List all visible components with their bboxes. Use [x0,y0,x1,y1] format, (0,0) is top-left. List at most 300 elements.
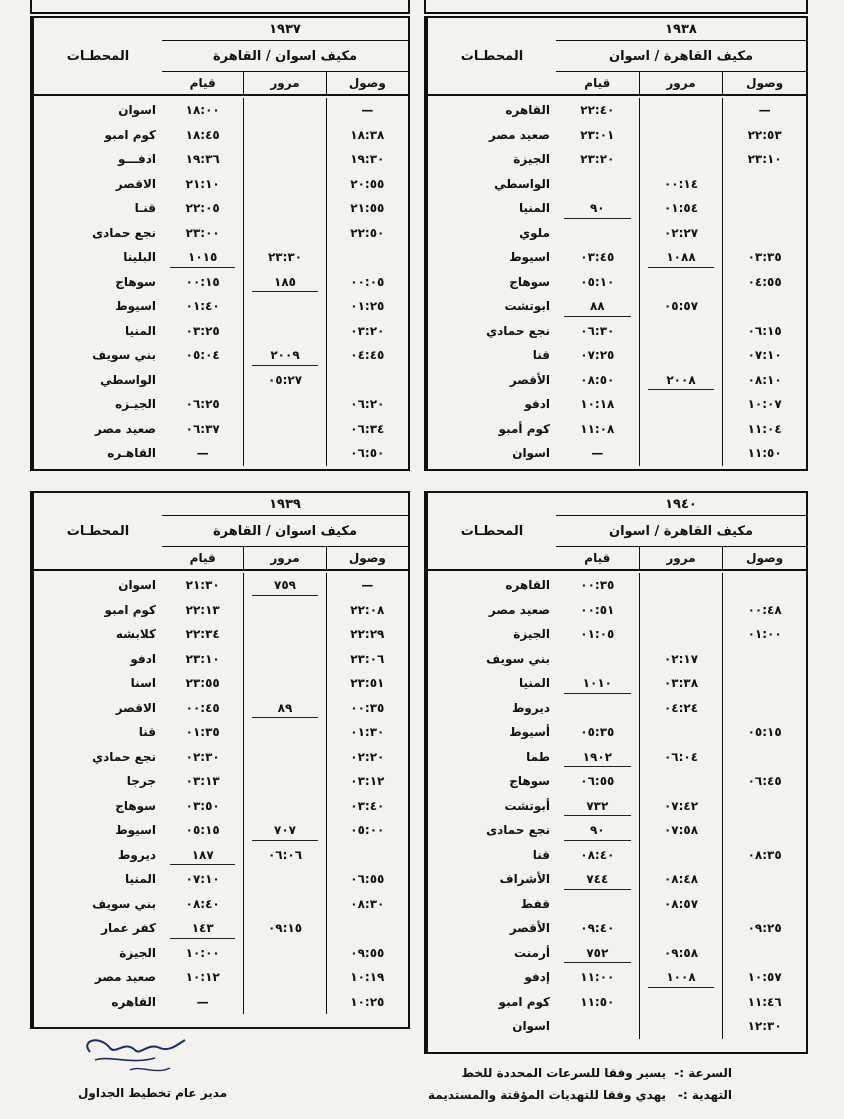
cell-pass [243,867,325,892]
timetable-row [162,769,408,794]
timetable-row [556,172,806,197]
cell-pass [639,1014,723,1039]
station-name: القاهره [505,103,550,118]
cell-pass [639,696,723,721]
cell-pass [243,745,325,770]
cell-depart-value: ٧٣٢ [586,798,609,813]
timetable-row [556,647,806,672]
cell-depart-value: ١١:٠٨ [580,421,615,436]
station-name: اسوان [512,1019,550,1034]
column-header-arrive: وصول [326,72,408,94]
cell-pass-value: ٠٦:٠٤ [663,749,699,764]
cell-arrive-value: ٠٣:٢٠ [350,323,385,338]
cell-arrive [722,818,806,843]
train-route: مكيف اسوان / القاهرة [162,516,408,547]
cell-depart-value: ٠٠:١٥ [185,274,220,289]
timetable-row [556,965,806,990]
cell-pass-value: ٠٩:٥٨ [663,945,699,960]
timetable-row [556,598,806,623]
timetable-row [162,671,408,696]
cell-pass [639,221,723,246]
timetable-1937 [30,16,410,471]
cell-arrive [326,769,408,794]
station-name: نجع حمادي [486,323,550,338]
cell-pass [243,622,325,647]
cell-pass-value: ٠١:٥٤ [663,201,699,216]
cell-depart [556,196,639,221]
cell-pass [639,598,723,623]
timetable-row [556,769,806,794]
station-name: كوم أمبو [498,421,550,436]
cell-depart-value: ٠٠:٤٥ [185,700,220,715]
timetable-row [162,745,408,770]
cell-depart-value: — [196,994,209,1009]
cell-arrive [326,696,408,721]
cell-depart-value: ٢١:١٠ [185,176,220,191]
station-name: جرجا [126,774,156,789]
cell-pass [639,965,723,990]
cell-arrive [722,573,806,598]
timetable-row [162,573,408,598]
cell-depart [162,123,243,148]
cell-arrive [326,368,408,393]
timetable-row [556,573,806,598]
cell-pass [243,441,325,466]
cell-arrive-value: ١٢:٣٠ [747,1019,782,1034]
cell-depart [162,368,243,393]
cell-depart-value: ٠٦:٣٧ [185,421,220,436]
timetable-row [556,98,806,123]
crossing-mark [564,316,631,317]
station-name: بني سويف [92,896,156,911]
cell-pass [639,417,723,442]
cell-depart-value: ٠٣:٢٥ [185,323,220,338]
cell-pass [639,172,723,197]
cell-arrive [722,368,806,393]
timetable-row [556,941,806,966]
cell-pass [639,196,723,221]
station-name: قنا [532,847,550,862]
cell-arrive [326,573,408,598]
station-name: أبوتشت [504,798,550,813]
cell-pass [639,867,723,892]
cell-pass-value: ١٠٨٨ [666,250,696,265]
timetable-row [162,892,408,917]
station-name: اسيوط [509,250,550,265]
timetable-1940 [424,491,808,1054]
timetable-row [556,319,806,344]
timetable-row [556,123,806,148]
cell-depart-value: ٢٣:٥٥ [185,676,220,691]
cell-arrive-value: ١٠:٠٧ [747,397,782,412]
cell-arrive-value: ٠٤:٤٥ [350,348,385,363]
timetable-row [162,916,408,941]
column-header-arrive: وصول [722,547,806,569]
cell-arrive [326,818,408,843]
train-route: مكيف القاهرة / اسوان [556,41,806,72]
cell-arrive [326,794,408,819]
cell-pass-value: ٠٣:٣٨ [663,676,699,691]
cell-depart-value: ٢٣:٠١ [580,127,615,142]
crossing-mark [252,291,317,292]
station-name: الاقصر [115,176,156,191]
cell-pass-value: ٠٧:٥٨ [663,823,699,838]
timetable-row [162,294,408,319]
cell-pass-value: ٢٠٠٩ [270,348,300,363]
column-header-pass: مرور [639,72,723,94]
cell-depart [162,622,243,647]
cell-depart [162,294,243,319]
cell-depart-value: ٩٠ [589,823,605,838]
cell-pass [243,196,325,221]
cell-arrive [326,647,408,672]
station-name: إدفو [524,970,550,985]
previous-table-bottom-edge [30,0,410,14]
station-name: سوهاج [509,774,550,789]
cell-arrive-value: ١١:٥٠ [747,446,782,461]
cell-pass [639,573,723,598]
cell-arrive-value: ٠٣:٤٠ [350,798,385,813]
cell-depart [162,671,243,696]
cell-arrive [722,147,806,172]
cell-pass [243,147,325,172]
cell-pass [243,319,325,344]
station-name: صعيد مصر [488,602,550,617]
cell-pass [243,696,325,721]
cell-depart-value: ١٠١٠ [582,676,612,691]
cell-arrive-value: — [758,103,771,118]
cell-arrive [722,916,806,941]
station-name: نجع حمادى [486,823,550,838]
station-name: ديروط [511,700,550,715]
timetable-row [162,720,408,745]
column-header-pass: مرور [639,547,723,569]
cell-arrive [326,671,408,696]
cell-pass [639,147,723,172]
crossing-mark [564,693,631,694]
station-name: قنا [138,725,156,740]
crossing-mark [648,389,715,390]
cell-depart-value: ١٠:١٢ [185,970,220,985]
cell-depart-value: ١٩:٣٦ [185,152,220,167]
cell-depart-value: ٠٧:٢٥ [580,348,615,363]
station-name: اسوان [118,103,156,118]
column-header-arrive: وصول [722,72,806,94]
cell-arrive [326,965,408,990]
cell-depart [556,392,639,417]
cell-depart-value: ١٨٧ [191,847,214,862]
cell-arrive [722,647,806,672]
crossing-mark [252,365,317,366]
station-name: اسوان [512,446,550,461]
cell-depart-value: ٠١:٤٠ [185,299,220,314]
cell-arrive [722,196,806,221]
cell-arrive [326,392,408,417]
column-header-depart: قيام [584,551,611,565]
cell-pass-value: ٠٥:٢٧ [267,372,303,387]
cell-depart [162,573,243,598]
station-name: الأقصر [509,372,550,387]
cell-pass [243,990,325,1015]
cell-arrive [722,794,806,819]
timetable-row [556,794,806,819]
cell-pass [243,98,325,123]
cell-arrive-value: ٠٦:٥٥ [350,872,385,887]
cell-depart-value: ٠٦:٣٠ [580,323,615,338]
cell-arrive-value: ٢٢:٥٠ [350,225,385,240]
station-name: البلينا [123,250,156,265]
cell-arrive-value: ٠٦:٤٥ [747,774,782,789]
station-name: صعيد مصر [94,970,156,985]
cell-arrive-value: ٠١:٠٠ [747,627,782,642]
column-header-depart: قيام [189,76,216,90]
cell-arrive [722,892,806,917]
cell-pass [639,392,723,417]
station-name: أسيوط [509,725,550,740]
train-route: مكيف اسوان / القاهرة [162,41,408,72]
cell-depart-value: ٢٣:٠٠ [185,225,220,240]
station-name: كوم امبو [104,127,156,142]
station-name: اسيوط [115,823,156,838]
cell-depart [556,343,639,368]
cell-arrive [722,98,806,123]
cell-depart [162,647,243,672]
crossing-mark [252,840,317,841]
cell-pass-value: ٠٥:٥٧ [663,299,699,314]
cell-arrive-value: ١٠:٢٥ [350,994,385,1009]
cell-depart [556,123,639,148]
timetable-row [556,916,806,941]
timetable-row [162,647,408,672]
timetable-row [162,196,408,221]
cell-arrive [722,319,806,344]
stations-column [426,493,556,1052]
cell-arrive-value: ٢٢:٠٨ [350,602,385,617]
cell-depart-value: ٠٦:٥٥ [580,774,615,789]
cell-depart [162,843,243,868]
cell-pass [639,245,723,270]
timetable-row [162,794,408,819]
cell-pass-value: ٨٩ [277,700,293,715]
cell-depart-value: ٢٣:٢٠ [580,152,615,167]
cell-arrive [722,622,806,647]
station-name: كوم امبو [498,994,550,1009]
cell-arrive-value: ٠٩:٢٥ [747,921,782,936]
cell-arrive-value: ٠٨:٣٥ [747,847,782,862]
train-number: ١٩٣٧ [162,18,408,41]
cell-depart [162,965,243,990]
train-route: مكيف القاهرة / اسوان [556,516,806,547]
cell-pass [243,417,325,442]
cell-depart-value: ٠٣:٥٠ [185,798,220,813]
crossing-mark [170,267,235,268]
cell-arrive-value: ٠٨:١٠ [747,372,782,387]
timetable-row [162,98,408,123]
timetable-row [162,990,408,1015]
cell-depart-value: ٠٣:٤٥ [580,250,615,265]
cell-pass [243,769,325,794]
station-name: الجيزة [513,152,550,167]
cell-pass [639,671,723,696]
timetable-row [556,294,806,319]
stations-column [32,18,162,469]
station-name: الجيـزه [115,397,156,412]
cell-arrive [722,441,806,466]
cell-pass [243,647,325,672]
cell-arrive [722,965,806,990]
crossing-mark [648,987,715,988]
cell-arrive [326,343,408,368]
cell-pass [243,573,325,598]
station-name: صعيد مصر [94,421,156,436]
cell-depart-value: ١٨:٤٥ [185,127,220,142]
station-name: نجع حمادي [92,749,156,764]
cell-depart [162,745,243,770]
speed-label: السرعة :- [674,1066,732,1080]
cell-depart [556,769,639,794]
cell-depart-value: ٠٦:٢٥ [185,397,220,412]
station-name: نجع حمادى [92,225,156,240]
timetable-row [556,441,806,466]
cell-pass [243,892,325,917]
cell-pass-value: ٠٧:٤٢ [663,798,699,813]
cell-arrive [326,622,408,647]
cell-pass [639,916,723,941]
column-header-pass: مرور [243,547,325,569]
cell-arrive [326,867,408,892]
cell-arrive [722,1014,806,1039]
cell-depart [556,916,639,941]
cell-pass-value: ٠٨:٤٨ [663,872,699,887]
timetable-row [556,417,806,442]
cell-depart [162,221,243,246]
timetable-row [556,671,806,696]
cell-depart [162,916,243,941]
station-name: الجيزة [119,945,156,960]
timetable-row [556,720,806,745]
crossing-mark [170,864,235,865]
station-name: اسيوط [115,299,156,314]
cell-depart [556,941,639,966]
timetable-row [556,368,806,393]
cell-pass [243,343,325,368]
cell-depart [556,647,639,672]
cell-depart [162,941,243,966]
cell-arrive [326,172,408,197]
cell-arrive [722,343,806,368]
cell-arrive [326,892,408,917]
station-name: ملوي [519,225,550,240]
timetable-row [162,172,408,197]
cell-depart [162,696,243,721]
timetable-row [556,843,806,868]
signature-title: مدير عام تخطيط الجداول [78,1086,228,1100]
timetable-row [556,745,806,770]
cell-arrive [326,843,408,868]
crossing-mark [564,218,631,219]
station-name: الواسطي [494,176,550,191]
station-name: الاقصر [115,700,156,715]
cell-depart-value: ١١:٥٠ [580,994,615,1009]
cell-depart [556,441,639,466]
cell-depart [556,843,639,868]
cell-depart-value: ٠٧:١٠ [185,872,220,887]
cell-arrive-value: ٠٤:٥٥ [747,274,782,289]
timetable-row [556,818,806,843]
cell-depart-value: ٠٢:٣٠ [185,749,220,764]
cell-depart [162,818,243,843]
cell-depart [162,172,243,197]
cell-pass [639,622,723,647]
cell-pass [639,294,723,319]
station-name: المنيا [125,323,156,338]
crossing-mark [564,962,631,963]
cell-depart-value: ٠٣:١٣ [185,774,220,789]
timetable-row [556,892,806,917]
cell-arrive [326,196,408,221]
cell-depart [162,270,243,295]
cell-pass [639,843,723,868]
cell-arrive [722,843,806,868]
cell-arrive [326,123,408,148]
cell-arrive-value: ٢٣:١٠ [747,152,782,167]
station-name: الجيزة [513,627,550,642]
timetable-row [162,622,408,647]
cell-depart-value: ٢٢:٠٥ [185,201,220,216]
cell-depart [162,319,243,344]
cell-arrive-value: ٢٢:٥٣ [747,127,782,142]
cell-arrive [722,769,806,794]
cell-arrive [326,598,408,623]
cell-depart-value: ٧٤٤ [586,872,609,887]
cell-depart-value: ٠١:٣٥ [185,725,220,740]
cell-arrive [722,671,806,696]
timetable-row [556,622,806,647]
cell-depart [556,573,639,598]
cell-arrive-value: ٠٨:٣٠ [350,896,385,911]
cell-depart [556,319,639,344]
cell-arrive-value: ٢٢:٢٩ [350,627,385,642]
crossing-mark [564,766,631,767]
timetable-row [556,343,806,368]
cell-arrive-value: ٠٣:١٢ [350,774,385,789]
cell-pass-value: ٢٣:٣٠ [267,250,303,265]
timetable-row [556,867,806,892]
cell-arrive [722,221,806,246]
cell-depart [162,720,243,745]
cell-pass [639,441,723,466]
cell-pass [639,98,723,123]
cell-pass-value: ١٠٠٨ [666,970,696,985]
station-name: ابوتشت [504,299,550,314]
cell-pass [243,671,325,696]
cell-arrive [722,294,806,319]
station-name: القاهره [111,994,156,1009]
cell-pass-value: ٠٩:١٥ [267,921,303,936]
cell-arrive [722,720,806,745]
cell-depart-value: ٠١:٠٥ [580,627,615,642]
cell-arrive-value: ٠٠:٣٥ [350,700,385,715]
cell-depart [556,671,639,696]
cell-arrive [326,745,408,770]
cell-pass [639,745,723,770]
cell-depart-value: ١١:٠٠ [580,970,615,985]
cell-arrive [326,417,408,442]
crossing-mark [564,815,631,816]
cell-depart-value: ٠٥:١٠ [580,274,615,289]
cell-arrive-value: ٠٦:٣٤ [350,421,385,436]
timetable-row [556,221,806,246]
